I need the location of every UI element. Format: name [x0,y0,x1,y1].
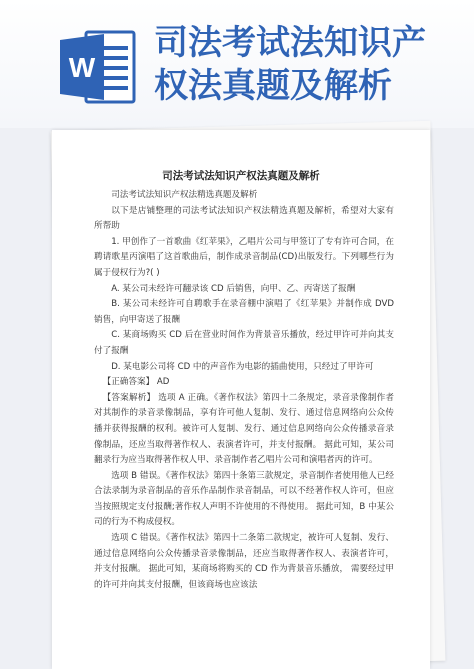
answer-analysis-a: 【答案解析】 选项 A 正确。《著作权法》第四十二条规定，录音录像制作者对其制作的录音录像制品，享有许可他人复制、发行、通过信息网络向公众传播并获得报酬的权利。被许可人复制、发行、通过信息网络向公众传播录音录像制品，还应当取得著作权人、表演者许可，并支付报酬。 据此可知，某公司翻录行为应当取得著作权人甲、录音制作者乙唱片公司和演唱者丙的许可。 [94,392,394,466]
option-c: C. 某商场购买 CD 后在营业时间作为背景音乐播放，经过甲许可并向其支付了报酬 [94,330,394,356]
paragraph-intro: 以下是店铺整理的司法考试法知识产权法精选真题及解析，希望对大家有所帮助 [94,205,394,232]
header-banner [0,0,474,128]
banner-title-line-1: 司法考试法知识产 [154,23,426,63]
answer-analysis-b: 选项 B 错误。《著作权法》第四十条第三款规定，录音制作者使用他人已经合法录制为录音制品的音乐作品制作录音制品，可以不经著作权人许可，但应当按照规定支付报酬;著作权人声明不许使用的不得使用。 据此可知，B 中某公司的行为不构成侵权。 [94,470,394,528]
answer-analysis-c: 选项 C 错误。《著作权法》第四十二条第二款规定，被许可人复制、发行、 通过信息网络向公众传播录音录像制品，还应当取得著作权人、表演者许可，并支付报酬。 据此可知，某商场将购买的 CD 作为背景音乐播放， 需要经过甲的许可并向其支付报酬，但该商场也应该法 [94,533,394,590]
option-b: B. 某公司未经许可自聘歌手在录音棚中演唱了《红苹果》并制作成 DVD 销售，向甲寄送了报酬 [94,299,394,325]
document-page [52,130,430,669]
banner-title-line-2: 权法真题及解析 [154,66,392,106]
word-logo-letter: W [68,52,96,83]
document-title: 司法考试法知识产权法真题及解析 [162,170,320,182]
option-a: A. 某公司未经许可翻录该 CD 后销售，向甲、乙、丙寄送了报酬 [111,283,356,294]
paragraph-subtitle: 司法考试法知识产权法精选真题及解析 [111,190,258,200]
paragraph-question: 1. 甲创作了一首歌曲《红苹果》，乙唱片公司与甲签订了专有许可合同，在聘请歌星丙演唱了这首歌曲后，制作成录音制品(CD)出版发行。下列哪些行为属于侵权行为?( ) [94,236,394,278]
word-document-icon [58,28,138,106]
banner-title [154,22,466,108]
option-d: D. 某电影公司将 CD 中的声音作为电影的插曲使用，只经过了甲许可 [111,361,374,372]
correct-answer: 【正确答案】 AD [102,377,170,388]
document-body [94,188,394,593]
